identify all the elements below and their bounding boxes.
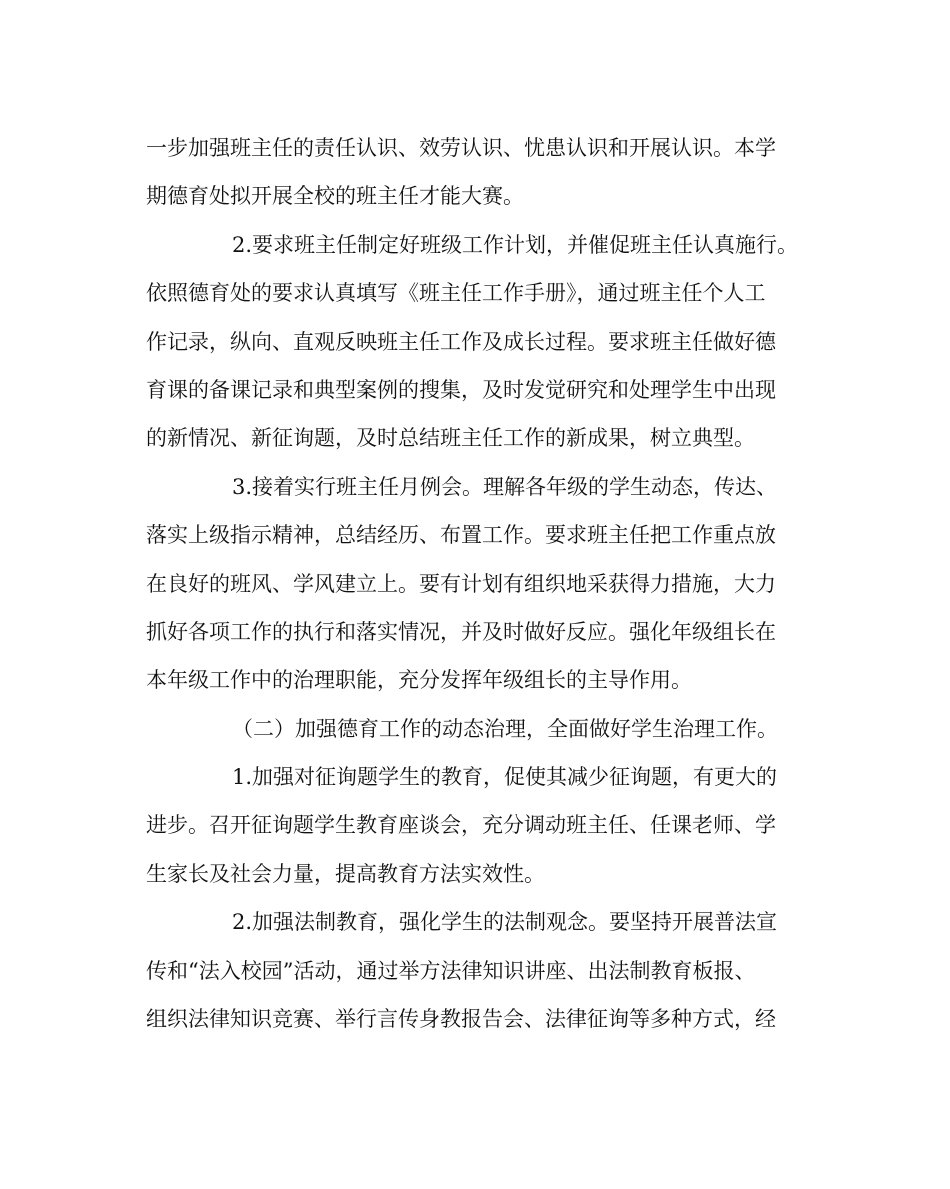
text-line: 2.加强法制教育，强化学生的法制观念。要坚持开展普法宣 [232,910,778,935]
text-line: 期德育处拟开展全校的班主任才能大赛。 [146,184,524,209]
text-line: 进步。召开征询题学生教育座谈会，充分调动班主任、任课老师、学 [146,813,776,838]
text-line: 落实上级指示精神，总结经历、布置工作。要求班主任把工作重点放 [146,523,776,548]
text-line: 依照德育处的要求认真填写《班主任工作手册》，通过班主任个人工 [146,281,766,306]
text-line: 本年级工作中的治理职能，充分发挥年级组长的主导作用。 [146,668,692,693]
section-heading: （二）加强德育工作的动态治理，全面做好学生治理工作。 [232,716,778,741]
text-line: 在良好的班风、学风建立上。要有计划有组织地采获得力措施，大力 [146,571,776,596]
text-line: 组织法律知识竞赛、举行言传身教报告会、法律征询等多种方式，经 [146,1007,776,1032]
text-line: 抓好各项工作的执行和落实情况，并及时做好反应。强化年级组长在 [146,619,776,644]
body-text [146,124,826,1043]
text-line: 的新情况、新征询题，及时总结班主任工作的新成果，树立典型。 [146,426,755,451]
text-line: 作记录，纵向、直观反映班主任工作及成长过程。要求班主任做好德 [146,329,776,354]
text-line: 生家长及社会力量，提高教育方法实效性。 [146,861,545,886]
text-line: 一步加强班主任的责任认识、效劳认识、忧患认识和开展认识。本学 [146,136,776,160]
text-line: 3.接着实行班主任月例会。理解各年级的学生动态，传达、 [232,474,778,499]
text-line: 2.要求班主任制定好班级工作计划，并催促班主任认真施行。 [232,232,799,257]
text-line: 育课的备课记录和典型案例的搜集，及时发觉研究和处理学生中出现 [146,377,776,402]
text-line: 传和“法入校园”活动，通过举方法律知识讲座、出法制教育板报、 [146,958,756,983]
text-line: 1.加强对征询题学生的教育，促使其减少征询题，有更大的 [232,765,778,790]
